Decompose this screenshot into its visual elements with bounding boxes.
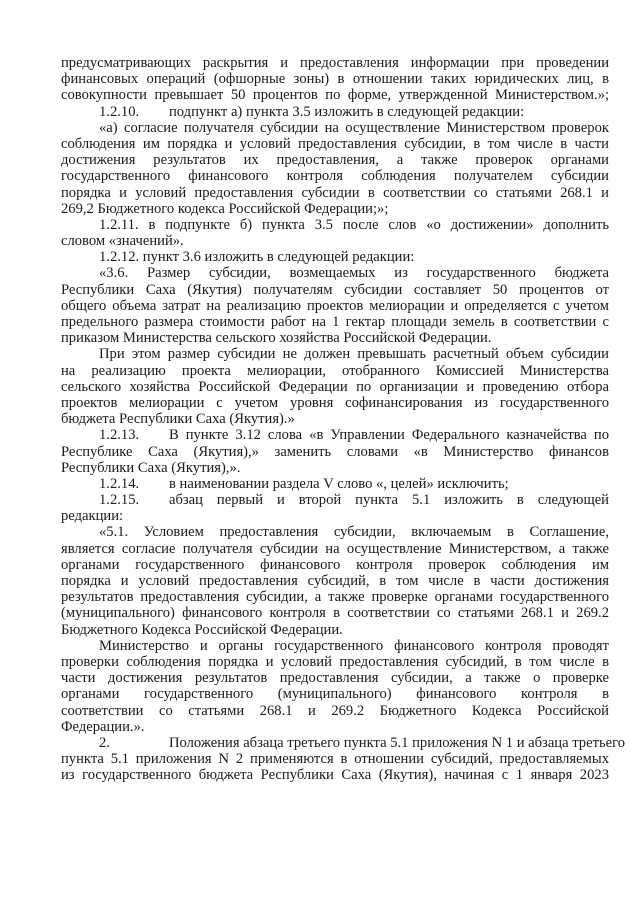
text-line [61,427,609,443]
clause-number: 1.2.15. [99,492,140,509]
line-text: из государственного бюджета Республики Саха (Якутия), начиная с 1 января 2023 [61,767,609,784]
line-text: Министерство и органы государственного финансового контроля проводят [99,637,609,654]
line-text: бюджета Республики Саха (Якутия).» [61,411,295,428]
line-text: «3.6. Размер субсидии, возмещаемых из государственного бюджета [99,265,609,282]
line-text: предусматривающих раскрытия и предоставления информации при проведении [61,55,609,71]
text-line [61,557,609,573]
line-text: порядка и условий предоставления субсидии в соответствии со статьями 268.1 и [61,184,609,201]
text-line [61,492,609,508]
text-line [61,71,609,87]
line-text: органами государственного (муниципального) финансового контроля в [61,686,609,703]
clause-number: 2. [99,734,110,751]
text-line [61,589,609,605]
line-text: При этом размер субсидии не должен превышать расчетный объем субсидии [99,346,609,363]
text-line [61,444,609,460]
line-text: соответствии со статьями 268.1 и 269.2 Бюджетного Кодекса Российской [61,702,609,719]
text-line [61,734,625,751]
clause-number: 1.2.14. [99,475,140,492]
line-text: достижения результатов их предоставления, а также проверок органами [61,152,609,169]
clause-text: в наименовании раздела V слово «, целей» исключить; [169,475,509,492]
text-line [61,136,609,152]
text-line [61,120,609,136]
text-line [61,638,609,654]
line-text: словом «значений». [61,233,184,250]
line-text: сельского хозяйства Российской Федерации по организации и проведению отбора [61,378,609,395]
text-line [61,573,609,589]
line-text: приказом Министерства сельского хозяйства Российской Федерации. [61,330,492,347]
line-text: 1.2.12. пункт 3.6 изложить в следующей редакции: [99,249,415,266]
line-text: общего объема затрат на реализацию проектов мелиорации и определяется с учетом [61,297,609,314]
line-text: «5.1. Условием предоставления субсидии, включаемым в Соглашение, [99,524,609,541]
text-line [61,767,609,783]
text-line [61,686,609,702]
text-line [61,654,609,670]
text-line [61,508,609,524]
clause-text: В пункте 3.12 слова «в Управлении Федерального казначейства по [169,427,609,444]
line-text: совокупности превышает 50 процентов по форме, утвержденной Министерством.»; [61,87,609,104]
text-line [61,379,609,395]
line-text: результатов предоставления субсидии, а также проверке органами государственного [61,589,609,606]
text-line [61,282,609,298]
text-line [61,87,609,103]
line-text: Республике Саха (Якутия),» заменить словами «в Министерство финансов [61,443,609,460]
line-text: органами государственного финансового контроля проверок соблюдения им [61,556,609,573]
clause-text: абзац первый и второй пункта 5.1 изложить в следующей [169,492,609,509]
line-text: финансовых операций (офшорные зоны) в отношении таких юридических лиц, в [61,71,609,88]
text-line [61,395,609,411]
line-text: Республики Саха (Якутия) получателям субсидии составляет 50 процентов от [61,281,609,298]
text-line [61,217,609,233]
line-text: соблюдения им порядка и условий предоставления субсидии, в том числе в части [61,135,609,152]
text-line [61,185,609,201]
text-line [61,541,609,557]
line-text: пункта 5.1 приложения N 2 применяются в отношении субсидий, предоставляемых [61,751,609,768]
clause-number: 1.2.13. [99,427,140,444]
text-line [61,622,609,638]
text-line [61,460,609,476]
line-text: Бюджетного Кодекса Российской Федерации. [61,621,343,638]
text-line [61,476,609,492]
document-body [61,55,625,784]
text-line [61,670,609,686]
line-text: части достижения результатов предоставления субсидии, а также о проверке [61,670,609,687]
line-text: является согласие получателя субсидии на осуществление Министерством, а также [61,540,609,557]
text-line [61,201,609,217]
clause-text: Положения абзаца третьего пункта 5.1 приложения N 1 и абзаца третьего [169,734,625,751]
text-line [61,719,609,735]
line-text: (муниципального) финансового контроля в соответствии со статьями 268.1 и 269.2 [61,605,609,622]
text-line [61,298,609,314]
clause-number: 1.2.10. [99,103,140,120]
line-text: 269,2 Бюджетного кодекса Российской Федерации;»; [61,200,389,217]
text-line [61,751,609,767]
line-text: проектов мелиорации с учетом уровня софинансирования из государственного [61,394,609,411]
text-line [61,524,609,540]
text-line [61,363,609,379]
line-text: государственного финансового контроля соблюдения получателем субсидии [61,168,609,185]
text-line [61,265,609,281]
line-text: Федерации.». [61,718,145,735]
text-line [61,605,609,621]
text-line [61,104,609,120]
line-text: порядка и условий предоставления субсидий, в том числе в части достижения [61,573,609,589]
text-line [61,330,609,346]
line-text: 1.2.11. в подпункте б) пункта 3.5 после слов «о достижении» дополнить [99,216,609,233]
text-line [61,346,609,362]
clause-text: подпункт а) пункта 3.5 изложить в следующей редакции: [169,103,525,120]
text-line [61,233,609,249]
text-line [61,55,609,71]
line-text: редакции: [61,508,124,525]
line-text: Республики Саха (Якутия),». [61,459,241,476]
text-line [61,411,609,427]
line-text: «а) согласие получателя субсидии на осуществление Министерством проверок [99,119,609,136]
text-line [61,152,609,168]
text-line [61,249,609,265]
text-line [61,314,609,330]
line-text: предельного размера стоимости работ на 1 гектар площади земель в соответствии с [61,314,609,330]
line-text: на реализацию проекта мелиорации, отобранного Комиссией Министерства [61,362,609,379]
text-line [61,168,609,184]
text-line [61,703,609,719]
line-text: проверки соблюдения порядка и условий предоставления субсидий, в том числе в [61,653,609,670]
